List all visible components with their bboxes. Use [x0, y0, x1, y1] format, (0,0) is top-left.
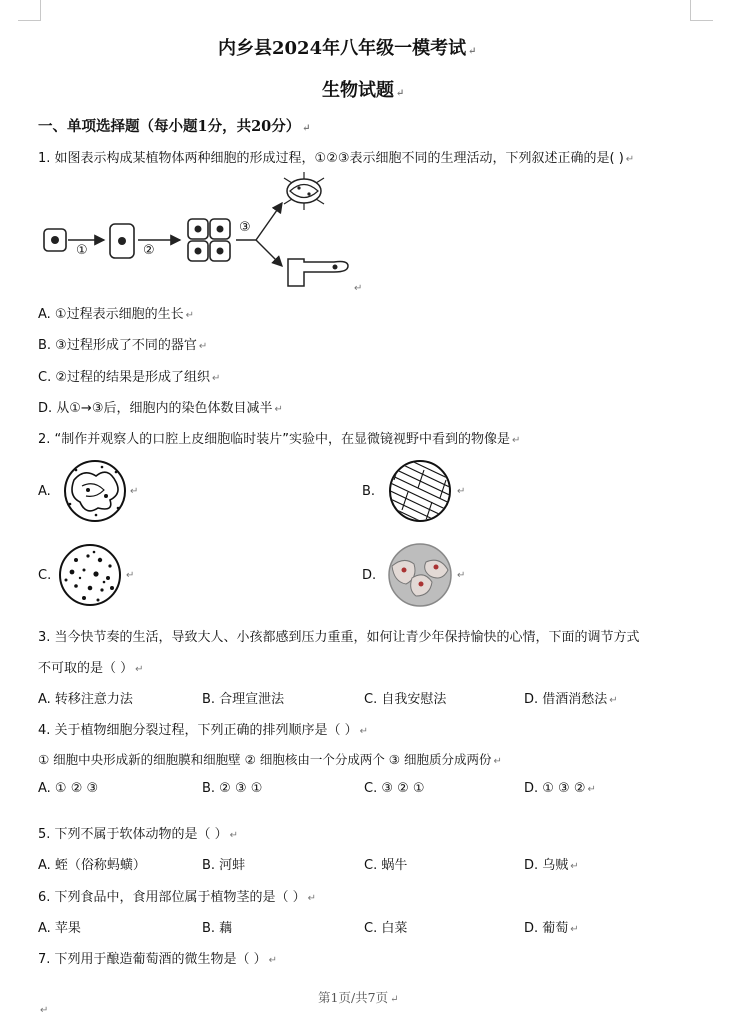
view-a-image: [65, 461, 125, 521]
q2-mark-b: ↵: [457, 486, 466, 497]
q3-option-d: D. 借酒消愁法 ↵: [524, 692, 618, 707]
q6-option-a: A. 苹果: [38, 921, 81, 936]
q2-option-a: A.: [38, 484, 51, 499]
view-b-image: [380, 446, 460, 540]
q5-option-a: A. 蛭（俗称蚂蟥）: [38, 858, 146, 873]
figure-label-2: ②: [143, 243, 155, 258]
question-4-stem: 4. 关于植物细胞分裂过程，下列正确的排列顺序是（ ） ↵: [38, 723, 369, 738]
q3-option-b: B. 合理宣泄法: [202, 692, 285, 707]
question-7-stem: 7. 下列用于酿造葡萄酒的微生物是（ ） ↵: [38, 952, 278, 967]
question-5-stem: 5. 下列不属于软体动物的是（ ） ↵: [38, 827, 239, 842]
question-6-stem: 6. 下列食品中，食用部位属于植物茎的是（ ） ↵: [38, 890, 317, 905]
q4-option-b: B. ② ③ ①: [202, 781, 263, 796]
q2-option-d: D.: [362, 568, 377, 583]
q2-mark-d: ↵: [457, 570, 466, 581]
q1-option-d: D. 从①→③后，细胞内的染色体数目减半 ↵: [38, 401, 283, 416]
q3-option-a: A. 转移注意力法: [38, 692, 133, 707]
q6-option-d: D. 葡萄 ↵: [524, 921, 579, 936]
question-1-stem: 1. 如图表示构成某植物体两种细胞的形成过程，①②③表示细胞不同的生理活动，下列叙述正确的是( ) ↵: [38, 151, 635, 166]
q2-option-b: B.: [362, 484, 376, 499]
question-3-stem-line2: 不可取的是（ ） ↵: [38, 661, 144, 676]
page-subtitle: 生物试题 ↵: [322, 80, 405, 101]
q5-option-d: D. 乌贼 ↵: [524, 858, 579, 873]
q4-option-d: D. ① ③ ② ↵: [524, 781, 596, 796]
q3-option-c: C. 自我安慰法: [364, 692, 447, 707]
question-3-stem-line1: 3. 当今快节奏的生活，导致大人、小孩都感到压力重重，如何让青少年保持愉快的心情，下面的调节方式: [38, 630, 640, 645]
end-para-mark: ↵: [40, 1005, 49, 1016]
q5-option-b: B. 河蚌: [202, 858, 246, 873]
question-4-statements: ① 细胞中央形成新的细胞膜和细胞壁 ② 细胞核由一个分成两个 ③ 细胞质分成两份 ↵: [38, 752, 502, 767]
q1-option-c: C. ②过程的结果是形成了组织 ↵: [38, 370, 221, 385]
figure-label-3: ③: [239, 220, 251, 235]
q5-option-c: C. 蜗牛: [364, 858, 408, 873]
figure-para-mark: ↵: [354, 283, 363, 294]
q6-option-b: B. 藕: [202, 921, 233, 936]
view-d-image: [389, 544, 451, 606]
page-title: 内乡县2024年八年级一模考试 ↵: [218, 38, 477, 59]
page-footer: 第1页/共7页 ↵: [318, 990, 399, 1005]
q1-option-a: A. ①过程表示细胞的生长 ↵: [38, 307, 194, 322]
section-heading: 一、单项选择题（每小题1分，共20分） ↵: [38, 118, 311, 135]
q1-option-b: B. ③过程形成了不同的器官 ↵: [38, 338, 208, 353]
q2-mark-c: ↵: [126, 570, 135, 581]
figure-label-1: ①: [76, 243, 88, 258]
question-2-stem: 2. “制作并观察人的口腔上皮细胞临时装片”实验中，在显微镜视野中看到的物像是 ↵: [38, 432, 521, 447]
q4-option-c: C. ③ ② ①: [364, 781, 425, 796]
q6-option-c: C. 白菜: [364, 921, 408, 936]
view-c-image: [60, 545, 120, 605]
q2-option-c: C.: [38, 568, 52, 583]
q2-mark-a: ↵: [130, 486, 139, 497]
q4-option-a: A. ① ② ③: [38, 781, 99, 796]
